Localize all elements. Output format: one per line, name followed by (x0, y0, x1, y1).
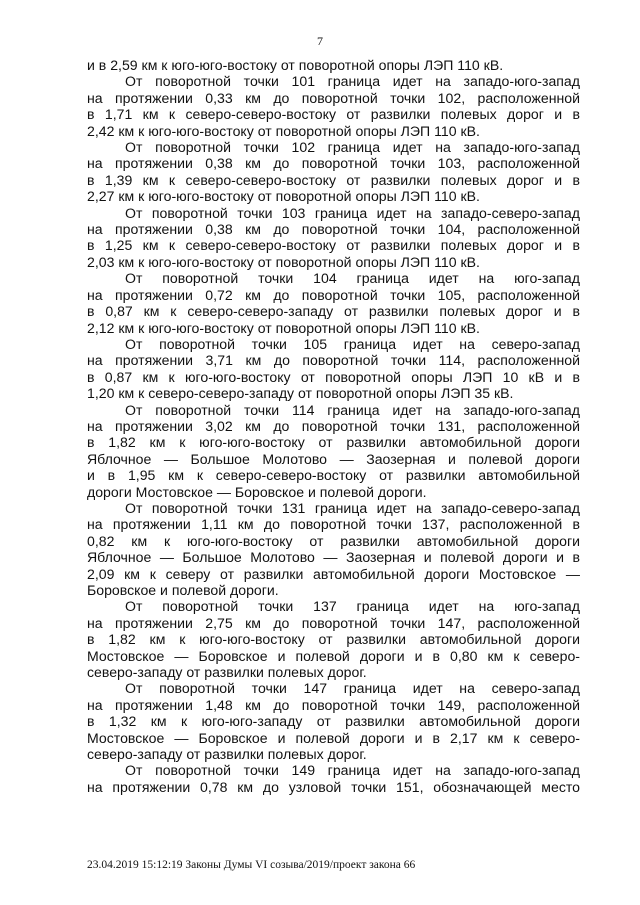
text-line: Мостовское — Боровское и полевой дороги и в 0,80 км к северо- (87, 647, 580, 664)
document-body (87, 57, 580, 795)
text-line: на протяжении 3,71 км до поворотной точки 114, расположенной (87, 352, 580, 369)
text-line: на протяжении 0,72 км до поворотной точки 105, расположенной (87, 286, 580, 303)
text-line: От поворотной точки 102 граница идет на западо-юго-запад (125, 139, 580, 156)
text-line: в 1,82 км к юго-юго-востоку от развилки автомобильной дороги (87, 631, 580, 648)
text-line: дороги Мостовское — Боровское и полевой дороги. (87, 483, 427, 500)
text-line: в 1,25 км к северо-северо-востоку от развилки полевых дорог и в (87, 237, 580, 254)
text-line: на протяжении 2,75 км до поворотной точки 147, расположенной (87, 614, 580, 631)
paragraph (87, 762, 580, 795)
text-line: северо-западу от развилки полевых дорог. (87, 664, 367, 681)
text-line: в 1,82 км к юго-юго-востоку от развилки автомобильной дороги (87, 434, 580, 451)
text-line: От поворотной точки 114 граница идет на западо-юго-запад (125, 401, 580, 418)
text-line: на протяжении 0,38 км до поворотной точки 103, расположенной (87, 155, 580, 172)
text-line: 2,09 км к северу от развилки автомобильной дороги Мостовское — (87, 565, 580, 582)
text-line: Боровское и полевой дороги. (87, 582, 279, 598)
text-line: 2,42 км к юго-юго-востоку от поворотной опоры ЛЭП 110 кВ. (87, 122, 480, 139)
text-line: на протяжении 1,48 км до поворотной точки 149, расположенной (87, 696, 580, 713)
text-line: От поворотной точки 147 граница идет на северо-запад (125, 680, 580, 697)
paragraph (87, 205, 580, 271)
text-line: и в 2,59 км к юго-юго-востоку от поворотной опоры ЛЭП 110 кВ. (87, 57, 504, 73)
text-line: 2,12 км к юго-юго-востоку от поворотной опоры ЛЭП 110 кВ. (87, 319, 480, 336)
text-line: северо-западу от развилки полевых дорог. (87, 746, 367, 763)
text-line: на протяжении 0,78 км до узловой точки 151, обозначающей место (87, 778, 580, 795)
text-line: От поворотной точки 103 граница идет на западо-северо-запад (125, 204, 580, 221)
text-line: От поворотной точки 137 граница идет на юго-запад (125, 598, 580, 615)
text-line: Яблочное — Большое Молотово — Заозерная и полевой дороги и в (87, 549, 580, 566)
text-line: От поворотной точки 104 граница идет на юго-запад (125, 270, 580, 287)
text-line: 0,82 км к юго-юго-востоку от развилки автомобильной дороги (87, 532, 580, 549)
page-number: 7 (317, 34, 323, 48)
paragraph (87, 680, 580, 762)
paragraph (87, 57, 580, 73)
text-line: в 1,71 км к северо-северо-востоку от развилки полевых дорог и в (87, 106, 580, 123)
text-line: От поворотной точки 105 граница идет на северо-запад (125, 335, 580, 352)
text-line: в 0,87 км к юго-юго-востоку от поворотной опоры ЛЭП 10 кВ и в (87, 368, 580, 385)
paragraph (87, 270, 580, 336)
text-line: 2,03 км к юго-юго-востоку от поворотной опоры ЛЭП 110 кВ. (87, 253, 480, 270)
paragraph (87, 336, 580, 402)
text-line: в 1,39 км к северо-северо-востоку от развилки полевых дорог и в (87, 171, 580, 188)
text-line: в 1,32 км к юго-юго-западу от развилки автомобильной дороги (87, 713, 580, 730)
text-line: 1,20 км к северо-северо-западу от поворотной опоры ЛЭП 35 кВ. (87, 385, 514, 402)
text-line: От поворотной точки 131 граница идет на западо-северо-запад (125, 499, 580, 516)
paragraph (87, 73, 580, 139)
text-line: От поворотной точки 101 граница идет на западо-юго-запад (125, 73, 580, 90)
footer: 23.04.2019 15:12:19 Законы Думы VI созыва/2019/проект закона 66 (87, 859, 416, 871)
paragraph (87, 500, 580, 598)
text-line: Мостовское — Боровское и полевой дороги и в 2,17 км к северо- (87, 729, 580, 746)
text-line: в 0,87 км к северо-северо-западу от развилки полевых дорог и в (87, 303, 580, 320)
paragraph (87, 598, 580, 680)
text-line: на протяжении 0,33 км до поворотной точки 102, расположенной (87, 89, 580, 106)
text-line: 2,27 км к юго-юго-востоку от поворотной опоры ЛЭП 110 кВ. (87, 188, 480, 205)
text-line: От поворотной точки 149 граница идет на западо-юго-запад (125, 762, 580, 779)
text-line: на протяжении 0,38 км до поворотной точки 104, расположенной (87, 221, 580, 238)
text-line: на протяжении 1,11 км до поворотной точки 137, расположенной в (87, 516, 580, 533)
text-line: Яблочное — Большое Молотово — Заозерная и полевой дороги (87, 450, 580, 467)
paragraph (87, 402, 580, 500)
paragraph (87, 139, 580, 205)
text-line: и в 1,95 км к северо-северо-востоку от развилки автомобильной (87, 467, 580, 484)
text-line: на протяжении 3,02 км до поворотной точки 131, расположенной (87, 417, 580, 434)
